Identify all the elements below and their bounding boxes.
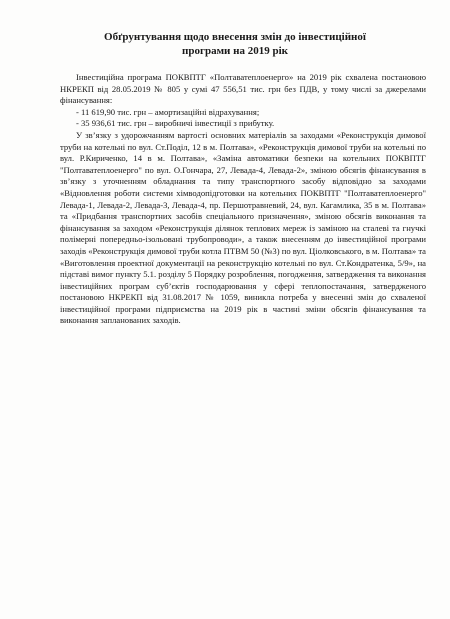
paragraph-justification: У зв’язку з удорожчанням вартості основних матеріалів за заходами «Реконструкція димової труби на котельні по вул. Ст.Поділ, 12 в м. Полтава», «Реконструкція димової труби на котельні по вул. Р.Кириченко, 14 в м. Полтава», «Заміна автоматики безпеки на котельних ПОКВПТГ "Полтаватеплоенерго" по вул. О.Гончара, 27, Левада-4, Левада-2», зміною обсягів фінансування в зв’язку з уточненням обладнання та типу транспортного засобу відповідно за заходами «Відновлення роботи системи хімводопідготовки на котельних ПОКВПТГ "Полтаватеплоенерго" Левада-1, Левада-2, Левада-3, Левада-4, пр. Першотравневий, 24, вул. Кагамлика, 35 в м. Полтава» та «Придбання транспортних засобів спеціального призначення», зміною обсягів виконання та фінансування за заходом «Реконструкція ділянок теплових мереж із заміною на сталеві та гнучкі полімерні попередньо-ізольовані трубопроводи», а також внесенням до інвестиційної програми заходів «Реконструкція димової труби котла ПТВМ 50 (№3) по вул. Ціолковського, в м. Полтава» та «Виготовлення проектної документації на реконструкцію котельні по вул. Ст.Кондратенка, 5/9», на підставі вимог пункту 5.1. розділу 5 Порядку розроблення, погодження, затвердження та виконання інвестиційних програм суб’єктів господарювання у сфері теплопостачання, затвердженого постановою НКРЕКП від 31.08.2017 № 1059, виникла потреба у внесенні змін до схваленої інвестиційної програми підприємства на 2019 рік в частині зміни обсягів фінансування та виконання запланованих заходів. bbox=[60, 129, 426, 326]
title-line-2: програми на 2019 рік bbox=[182, 45, 288, 57]
document-title bbox=[60, 30, 410, 58]
document-body bbox=[60, 72, 426, 327]
paragraph-program-approval: Інвестиційна програма ПОКВПТГ «Полтаватеплоенерго» на 2019 рік схвалена постановою НКРЕКП від 28.05.2019 № 805 у сумі 47 556,51 тис. грн без ПДВ, у тому числі за джерелами фінансування: bbox=[60, 72, 426, 106]
funding-item-amortization: - 11 619,90 тис. грн – амортизаційні відрахування; bbox=[76, 106, 260, 117]
funding-item-production-investment: - 35 936,61 тис. грн – виробничі інвестиції з прибутку. bbox=[76, 118, 275, 129]
title-line-1: Обґрунтування щодо внесення змін до інвестиційної bbox=[104, 31, 366, 43]
